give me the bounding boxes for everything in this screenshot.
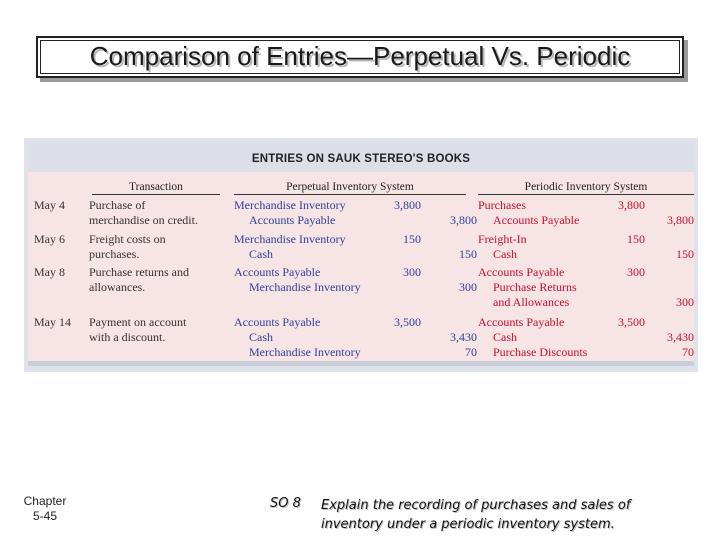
column-header-transaction: Transaction (92, 181, 220, 195)
periodic-credit-amount: 70 (682, 345, 694, 359)
transaction-description: with a discount. (89, 330, 166, 344)
slide-title-box (36, 36, 684, 78)
column-header-periodic: Periodic Inventory System (478, 181, 694, 195)
periodic-credit-amount: 300 (676, 295, 694, 309)
periodic-account: Accounts Payable (493, 213, 580, 227)
perpetual-credit-amount: 150 (459, 247, 477, 261)
periodic-credit-amount: 150 (676, 247, 694, 261)
periodic-account: Cash (493, 247, 517, 261)
perpetual-debit-amount: 300 (403, 265, 421, 279)
column-header-perpetual: Perpetual Inventory System (234, 181, 466, 195)
chapter-page: 5-45 (32, 509, 58, 523)
transaction-description: Payment on account (89, 315, 187, 329)
periodic-account: and Allowances (493, 295, 570, 309)
periodic-debit-amount: 150 (627, 232, 645, 246)
transaction-description: merchandise on credit. (89, 213, 198, 227)
table-header: ENTRIES ON SAUK STEREO'S BOOKS (28, 142, 694, 172)
study-objective-text (321, 496, 630, 534)
periodic-credit-amount: 3,800 (667, 213, 694, 227)
periodic-debit-amount: 3,800 (618, 198, 645, 212)
periodic-account: Purchase Returns (493, 280, 577, 294)
perpetual-debit-amount: 150 (403, 232, 421, 246)
chapter-label (20, 494, 70, 524)
perpetual-debit-amount: 3,500 (394, 315, 421, 329)
table-bottom-rule (28, 361, 694, 366)
entries-table-body (28, 142, 694, 366)
perpetual-account: Merchandise Inventory (249, 345, 361, 359)
transaction-description: Purchase returns and (89, 265, 189, 279)
perpetual-account: Merchandise Inventory (249, 280, 361, 294)
perpetual-account: Accounts Payable (249, 213, 336, 227)
study-objective-line-2: inventory under a periodic inventory system. (321, 517, 615, 532)
perpetual-credit-amount: 3,800 (450, 213, 477, 227)
perpetual-account: Cash (249, 330, 273, 344)
entries-table (24, 138, 698, 372)
chapter-word: Chapter (23, 494, 67, 508)
perpetual-credit-amount: 300 (459, 280, 477, 294)
entry-date: May 6 (34, 232, 65, 246)
transaction-description: Purchase of (89, 198, 146, 212)
transaction-description: allowances. (89, 280, 146, 294)
perpetual-credit-amount: 70 (465, 345, 477, 359)
perpetual-account: Accounts Payable (234, 265, 321, 279)
periodic-account: Purchase Discounts (493, 345, 588, 359)
perpetual-account: Cash (249, 247, 273, 261)
transaction-description: purchases. (89, 247, 140, 261)
periodic-account: Accounts Payable (478, 315, 565, 329)
periodic-credit-amount: 3,430 (667, 330, 694, 344)
periodic-debit-amount: 300 (627, 265, 645, 279)
study-objective-number: SO 8 (270, 496, 301, 511)
perpetual-debit-amount: 3,800 (394, 198, 421, 212)
slide-title: Comparison of Entries—Perpetual Vs. Periodic (89, 41, 631, 71)
entry-date: May 8 (34, 265, 65, 279)
perpetual-credit-amount: 3,430 (450, 330, 477, 344)
periodic-account: Freight-In (478, 232, 527, 246)
entry-date: May 14 (34, 315, 71, 329)
periodic-account: Purchases (478, 198, 526, 212)
perpetual-account: Accounts Payable (234, 315, 321, 329)
periodic-account: Accounts Payable (478, 265, 565, 279)
entry-date: May 4 (34, 198, 65, 212)
transaction-description: Freight costs on (89, 232, 166, 246)
study-objective-line-1: Explain the recording of purchases and sales of (321, 498, 631, 513)
periodic-debit-amount: 3,500 (618, 315, 645, 329)
perpetual-account: Merchandise Inventory (234, 198, 346, 212)
perpetual-account: Merchandise Inventory (234, 232, 346, 246)
periodic-account: Cash (493, 330, 517, 344)
